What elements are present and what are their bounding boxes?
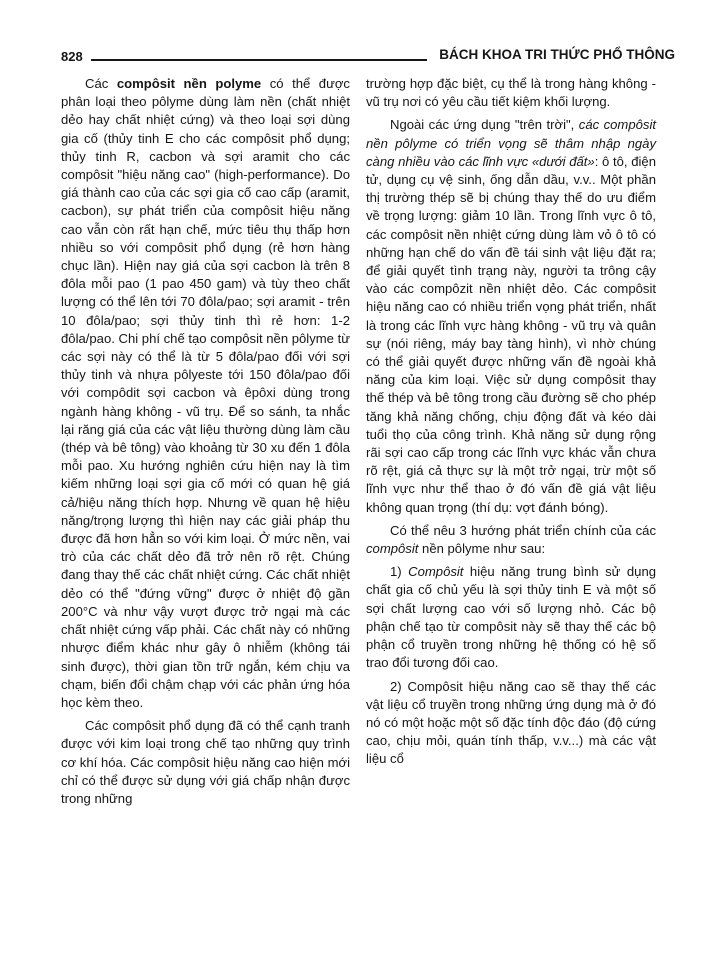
paragraph-body: có thể được phân loại theo pôlyme dùng làm nền (chất nhiệt dẻo hay chất nhiệt cứng) và theo loại sợi dùng gia cố (thủy tinh E cho các compôsit phổ dụng; thủy tinh R, cacbon và sợi aramit cho các compôsit "hiệu năng cao" (high-performance). Do giá thành cao của các sợi gia cố cao cấp (aramit, cacbon), sự phát triển của compôsit hiệu năng cao vẫn còn rất hạn chế, mức tiêu thụ thấp hơn nhiều so với compôsit phổ dụng (rẻ hơn hàng chục lần). Hiện nay giá của sợi cacbon là trên 8 đôla mỗi pao (1 pao 450 gam) và tùy theo chất lượng có thể lên tới 70 đôla/pao; sợi aramit - trên 10 đôla/pao; sợi thủy tinh thì rẻ hơn: 1-2 đôla/pao. Chi phí chế tạo compôsit nền pôlyme từ các sợi này có thể là từ 5 đôla/pao đối với sợi thủy tinh và nhựa pôlyeste tới 150 đôla/pao đối với compôdit sợi cacbon và êpôxi dùng trong ngành hàng không - vũ trụ. Để so sánh, ta nhắc lại răng giá của các vật liệu thường dùng làm cầu (thép và bê tông) vào khoảng từ 30 xu đến 1 đôla mỗi pao. Xu hướng nghiên cứu hiện nay là tìm kiếm những loại sợi gia cố mới có quan hệ giá cả/hiệu năng thích hợp. Nhưng về quan hệ hiệu năng/trọng lượng thì hiện nay các giải pháp thu được đã hơn hẳn so với kim loại. Ở mức nền, vai trò của các chất dẻo đã trở nên rõ rệt. Chúng đang thay thế các chất nhiệt cứng. Các chất nhiệt dẻo có thể "đứng vững" được ở nhiệt độ gần 200°C và như vậy vượt được trở ngại mà các chất nhiệt cứng vấp phải. Các chất này có những nhược điểm khác như gây ô nhiễm (không tái sinh được), thời gian tồn trữ ngắn, kém chịu va chạm, biến đổi chậm chạp với các phản ứng hóa học kèm theo. [61, 76, 350, 710]
paragraph-intro: Có thể nêu 3 hướng phát triển chính của các [390, 522, 656, 538]
paragraph-polymer-composites [61, 75, 350, 712]
paragraph-intro: Các [85, 76, 117, 91]
paragraph-body: : ô tô, điện tử, dụng cụ vệ sinh, ống dẫn dầu, v.v.. Một phần thị trường thép sẽ bị chúng thay thế do ưu điểm về trọng lượng: giảm 10 lần. Trong lĩnh vực ô tô, các compôsit nền nhiệt cứng dùng làm vỏ ô tô có những hạn chế do vấn đề tái sinh vật liệu đặt ra; để giải quyết tình trạng này, người ta trông cậy vào các compôzit nền nhiệt dẻo. Các compôsit hiệu năng cao có nhiều triển vọng phát triển, nhất là trong các lĩnh vực hàng không - vũ trụ và quân sự (nói riêng, máy bay tàng hình), vì nhờ chúng có thể giải quyết được những vấn đề ngoài khả năng của kim loại. Việc sử dụng compôsit thay thế thép và bê tông trong cầu đường sẽ cho phép tăng khả năng chống, chịu động đất và kéo dài tuổi thọ của công trình. Khả năng sử dụng rộng rãi sợi cao cấp trong các lĩnh vực khác vẫn chưa rõ rệt, giá cả thực sự là một trở ngại, trừ một số lĩnh vực như thể thao ở đó vấn đề giá vật liệu không quan trọng (thí dụ: vợt đánh bóng). [366, 153, 656, 515]
list-item-1 [366, 563, 656, 672]
paragraph-ground-applications [366, 116, 656, 516]
bold-term: compôsit nền polyme [116, 76, 262, 91]
paragraph-common-composites: Các compôsit phổ dụng đã có thể cạnh tranh được với kim loại trong chế tạo những quy trình cơ khí hóa. Các compôsit hiệu năng cao hiện mới chỉ có thể được sử dụng với giá chấp nhận được trong những [61, 718, 350, 806]
header-rule [91, 59, 427, 61]
list-item-2: 2) Compôsit hiệu năng cao sẽ thay thế các vật liệu cổ truyền trong những ứng dụng mà ở đó nó có một hoặc một số đặc tính độc đáo (độ cứng cao, chịu mỏi, quán tính thấp, v.v...) mà các vật liệu cổ [366, 678, 656, 767]
italic-term: Compôsit [408, 564, 464, 580]
paragraph-continuation: trường hợp đặc biệt, cụ thể là trong hàng không - vũ trụ nơi có yêu cầu tiết kiệm khối lượng. [366, 76, 656, 110]
page-number: 828 [61, 49, 83, 64]
italic-phrase: các compôsit nền pôlyme có triển vọng sẽ thâm nhập ngày càng nhiều vào các lĩnh vực «dưới đất» [366, 117, 656, 169]
paragraph-intro: Ngoài các ứng dụng "trên trời", [390, 117, 579, 133]
left-column [61, 75, 350, 813]
right-column [366, 75, 656, 774]
running-title: BÁCH KHOA TRI THỨC PHỔ THÔNG [439, 47, 675, 62]
italic-term: compôsit [366, 541, 419, 557]
list-item-body: hiệu năng trung bình sử dụng chất gia cố chủ yếu là sợi thủy tinh E và một số sợi chất lượng cao với số lượng nhỏ. Các bộ phận chế tạo từ compôsit này sẽ thay thế các bộ phận cổ truyền trong những hệ thống có hệ số trao đổi tương đối cao. [366, 564, 657, 671]
list-number: 1) [390, 564, 409, 580]
paragraph-development-directions [366, 522, 656, 558]
page-header [61, 44, 675, 70]
paragraph-body: nền pôlyme như sau: [418, 541, 546, 557]
